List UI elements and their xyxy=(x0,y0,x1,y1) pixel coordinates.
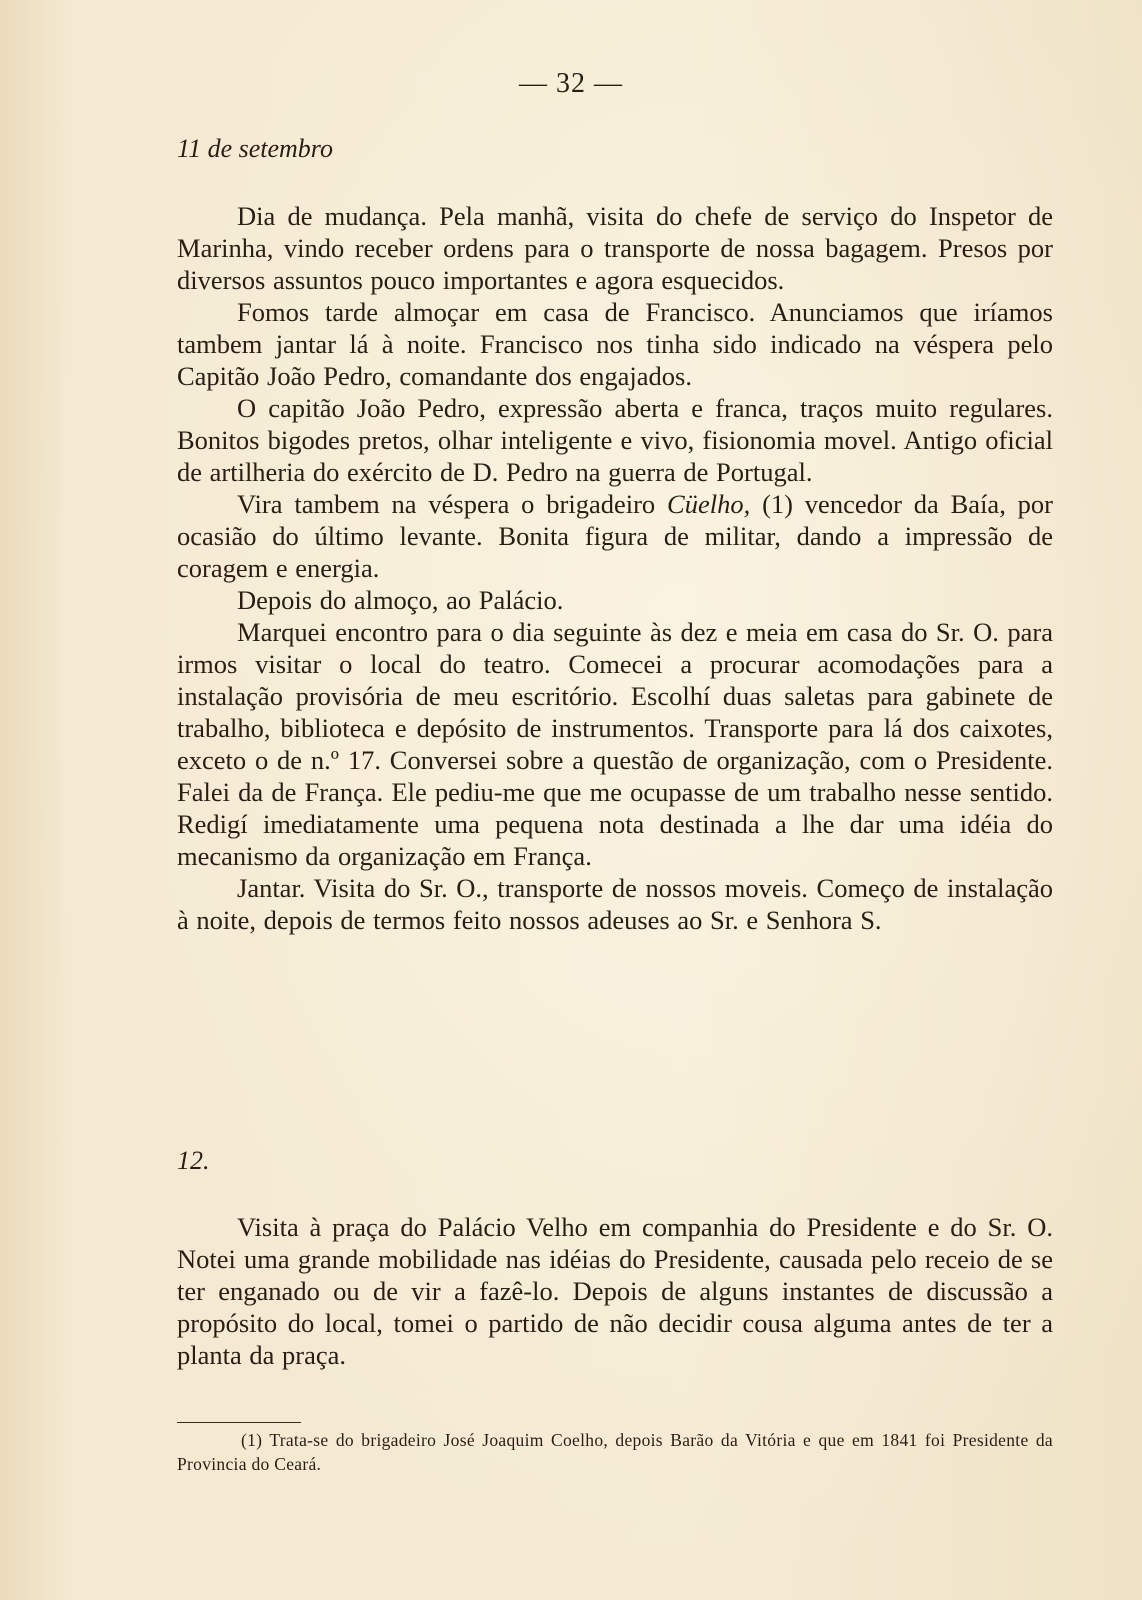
paragraph: Fomos tarde almoçar em casa de Francisco. Anunciamos que iríamos tambem jantar lá à noite. Francisco nos tinha sido indicado na véspera pelo Capitão João Pedro, comandante dos engajados. xyxy=(177,297,1053,391)
entry-date-heading: 12. xyxy=(177,1146,210,1175)
paragraph: Dia de mudança. Pela manhã, visita do chefe de serviço do Inspetor de Marinha, vindo receber ordens para o transporte de nossa bagagem. Presos por diversos assuntos pouco importantes e agora esquecidos. xyxy=(177,201,1053,295)
italic-name: Cüelho, xyxy=(667,489,751,519)
entry-date-heading: 11 de setembro xyxy=(177,134,333,163)
paragraph: Vira tambem na véspera o brigadeiro Cüelho, (1) vencedor da Baía, por ocasião do último levante. Bonita figura de militar, dando a impressão de coragem e energia. xyxy=(177,489,1053,583)
paragraph: Depois do almoço, ao Palácio. xyxy=(237,585,564,615)
diary-entry-body xyxy=(177,1211,1053,1371)
paragraph: O capitão João Pedro, expressão aberta e franca, traços muito regulares. Bonitos bigodes pretos, olhar inteligente e vivo, fisionomia movel. Antigo oficial de artilheria do exército de D. Pedro na guerra de Portugal. xyxy=(177,393,1053,487)
footnote-divider xyxy=(177,1422,301,1423)
footnote: (1) Trata-se do brigadeiro José Joaquim Coelho, depois Barão da Vitória e que em 1841 foi Presidente da Provincia do Ceará. xyxy=(177,1430,1053,1474)
diary-entry-body xyxy=(177,200,1053,936)
paragraph: Jantar. Visita do Sr. O., transporte de nossos moveis. Começo de instalação à noite, depois de termos feito nossos adeuses ao Sr. e Senhora S. xyxy=(177,873,1053,935)
paragraph: Marquei encontro para o dia seguinte às dez e meia em casa do Sr. O. para irmos visitar o local do teatro. Comecei a procurar acomodações para a instalação provisória de meu escritório. Escolhí duas saletas para gabinete de trabalho, biblioteca e depósito de instrumentos. Transporte para lá dos caixotes, exceto o de n.º 17. Conversei sobre a questão de organização, com o Presidente. Falei da de França. Ele pediu-me que me ocupasse de um trabalho nesse sentido. Redigí imediatamente uma pequena nota destinada a lhe dar uma idéia do mecanismo da organização em França. xyxy=(177,617,1053,871)
page-number: — 32 — xyxy=(519,68,623,99)
paragraph: Visita à praça do Palácio Velho em companhia do Presidente e do Sr. O. Notei uma grande mobilidade nas idéias do Presidente, causada pelo receio de se ter enganado ou de vir a fazê-lo. Depois de alguns instantes de discussão a propósito do local, tomei o partido de não decidir cousa alguma antes de ter a planta da praça. xyxy=(177,1212,1053,1370)
